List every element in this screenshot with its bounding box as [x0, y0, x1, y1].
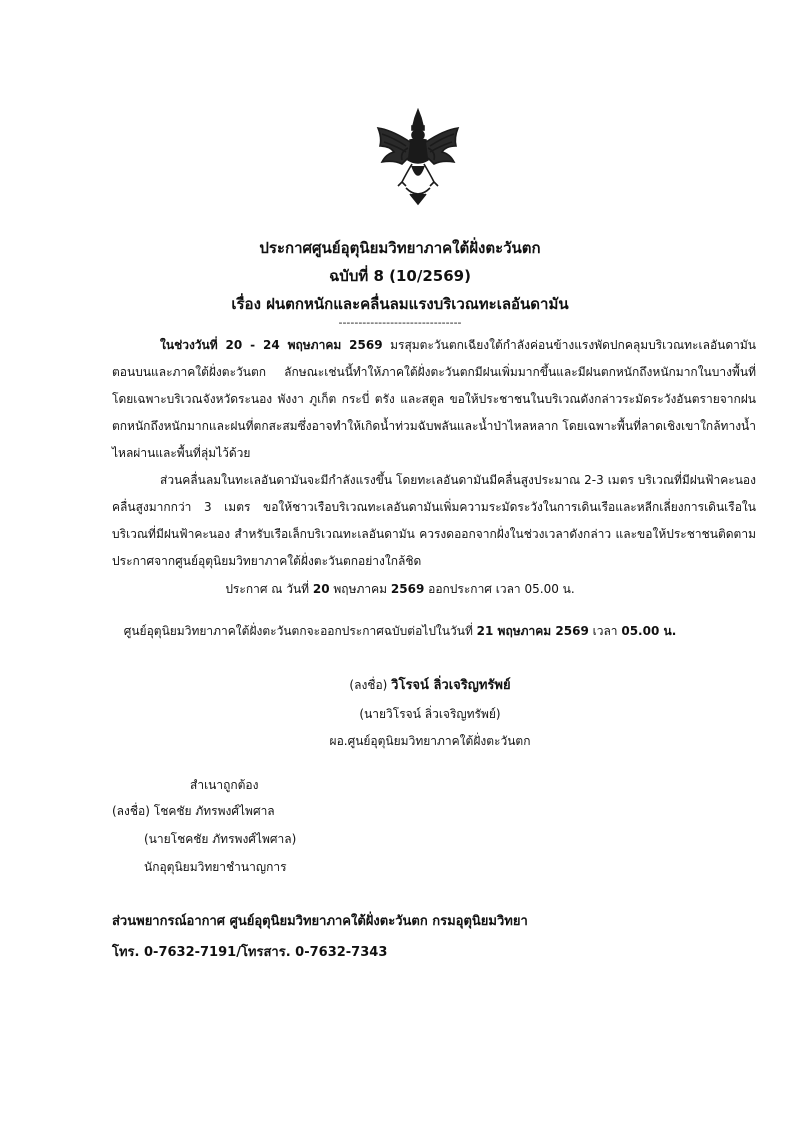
- subject-line: เรื่อง ฝนตกหนักและคลื่นลมแรงบริเวณทะเลอันดามัน: [231, 295, 569, 313]
- copy-position: นักอุตุนิยมวิทยาชำนาญการ: [144, 860, 287, 874]
- next-issue-line: [0, 622, 800, 641]
- paragraph-rain: [112, 332, 756, 467]
- announcement-body: [112, 332, 756, 575]
- next-issue-time-label: เวลา: [588, 624, 622, 638]
- issue-number: ฉบับที่ 8 (10/2569): [329, 267, 471, 285]
- announce-date-line: [0, 580, 800, 599]
- announce-date-year: 2569: [390, 582, 425, 596]
- announce-date-month: พฤษภาคม: [329, 582, 391, 596]
- signature-line: [280, 674, 580, 695]
- announce-date-day: 20: [312, 582, 330, 596]
- footer-contact: โทร. 0-7632-7191/โทรสาร. 0-7632-7343: [112, 945, 388, 960]
- certified-copy-label: สำเนาถูกต้อง: [190, 778, 259, 792]
- signatory-full-name: (นายวิโรจน์ ลิ่วเจริญทรัพย์): [359, 707, 501, 721]
- next-issue-time: 05.00 น.: [621, 624, 677, 638]
- footer-department: ส่วนพยากรณ์อากาศ ศูนย์อุตุนิยมวิทยาภาคใต้ฝั่งตะวันตก กรมอุตุนิยมวิทยา: [112, 914, 528, 929]
- paragraph-waves: ส่วนคลื่นลมในทะเลอันดามันจะมีกำลังแรงขึ้น โดยทะเลอันดามันมีคลื่นสูงประมาณ 2-3 เมตร บริเวณที่มีฝนฟ้าคะนองคลื่นสูงมากกว่า 3 เมตร ขอให้ชาวเรือบริเวณทะเลอันดามันเพิ่มความระมัดระวังในการเดินเรือและหลีกเลี่ยงการเดินเรือในบริเวณที่มีฝนฟ้าคะนอง สำหรับเรือเล็กบริเวณทะเลอันดามัน ควรงดออกจากฝั่งในช่วงเวลาดังกล่าว และขอให้ประชาชนติดตามประกาศจากศูนย์อุตุนิยมวิทยาภาคใต้ฝั่งตะวันตกอย่างใกล้ชิด: [112, 473, 756, 568]
- copy-signed: (ลงชื่อ) โชคชัย ภัทรพงศ์ไพศาล: [112, 804, 275, 818]
- signature-prefix: (ลงชื่อ): [349, 678, 392, 692]
- next-issue-prefix: ศูนย์อุตุนิยมวิทยาภาคใต้ฝั่งตะวันตกจะออกประกาศฉบับต่อไปในวันที่: [123, 624, 477, 638]
- paragraph-rain-text: มรสุมตะวันตกเฉียงใต้กำลังค่อนข้างแรงพัดปกคลุมบริเวณทะเลอันดามันตอนบนและภาคใต้ฝั่งตะวันตก ลักษณะเช่นนี้ทำให้ภาคใต้ฝั่งตะวันตกมีฝนเพิ่มมากขึ้นและมีฝนตกหนักถึงหนักมากในบางพื้นที่ โดยเฉพาะบริเวณจังหวัดระนอง พังงา ภูเก็ต กระบี่ ตรัง และสตูล ขอให้ประชาชนในบริเวณดังกล่าวระมัดระวังอันตรายจากฝนตกหนักถึงหนักมากและฝนที่ตกสะสมซึ่งอาจทำให้เกิดน้ำท่วมฉับพลันและน้ำป่าไหลหลาก โดยเฉพาะพื้นที่ลาดเชิงเขาใกล้ทางน้ำไหลผ่านและพื้นที่ลุ่มไว้ด้วย: [112, 338, 757, 460]
- signature-name: วิโรจน์ ลิ่วเจริญทรัพย์: [391, 678, 511, 693]
- garuda-emblem-icon: [372, 108, 464, 206]
- next-issue-date: 21 พฤษภาคม 2569: [476, 624, 589, 638]
- copy-full-name: (นายโชคชัย ภัทรพงศ์ไพศาล): [144, 832, 297, 846]
- announce-date-prefix: ประกาศ ณ วันที่: [225, 582, 313, 596]
- divider-rule: -------------------------------: [338, 316, 462, 329]
- paragraph-rain-lead: ในช่วงวันที่ 20 - 24 พฤษภาคม 2569: [160, 338, 383, 352]
- announcement-header: [0, 234, 800, 330]
- announcement-title: ประกาศศูนย์อุตุนิยมวิทยาภาคใต้ฝั่งตะวันตก: [259, 239, 541, 257]
- announce-date-time: ออกประกาศ เวลา 05.00 น.: [424, 582, 575, 596]
- signatory-position: ผอ.ศูนย์อุตุนิยมวิทยาภาคใต้ฝั่งตะวันตก: [329, 734, 531, 748]
